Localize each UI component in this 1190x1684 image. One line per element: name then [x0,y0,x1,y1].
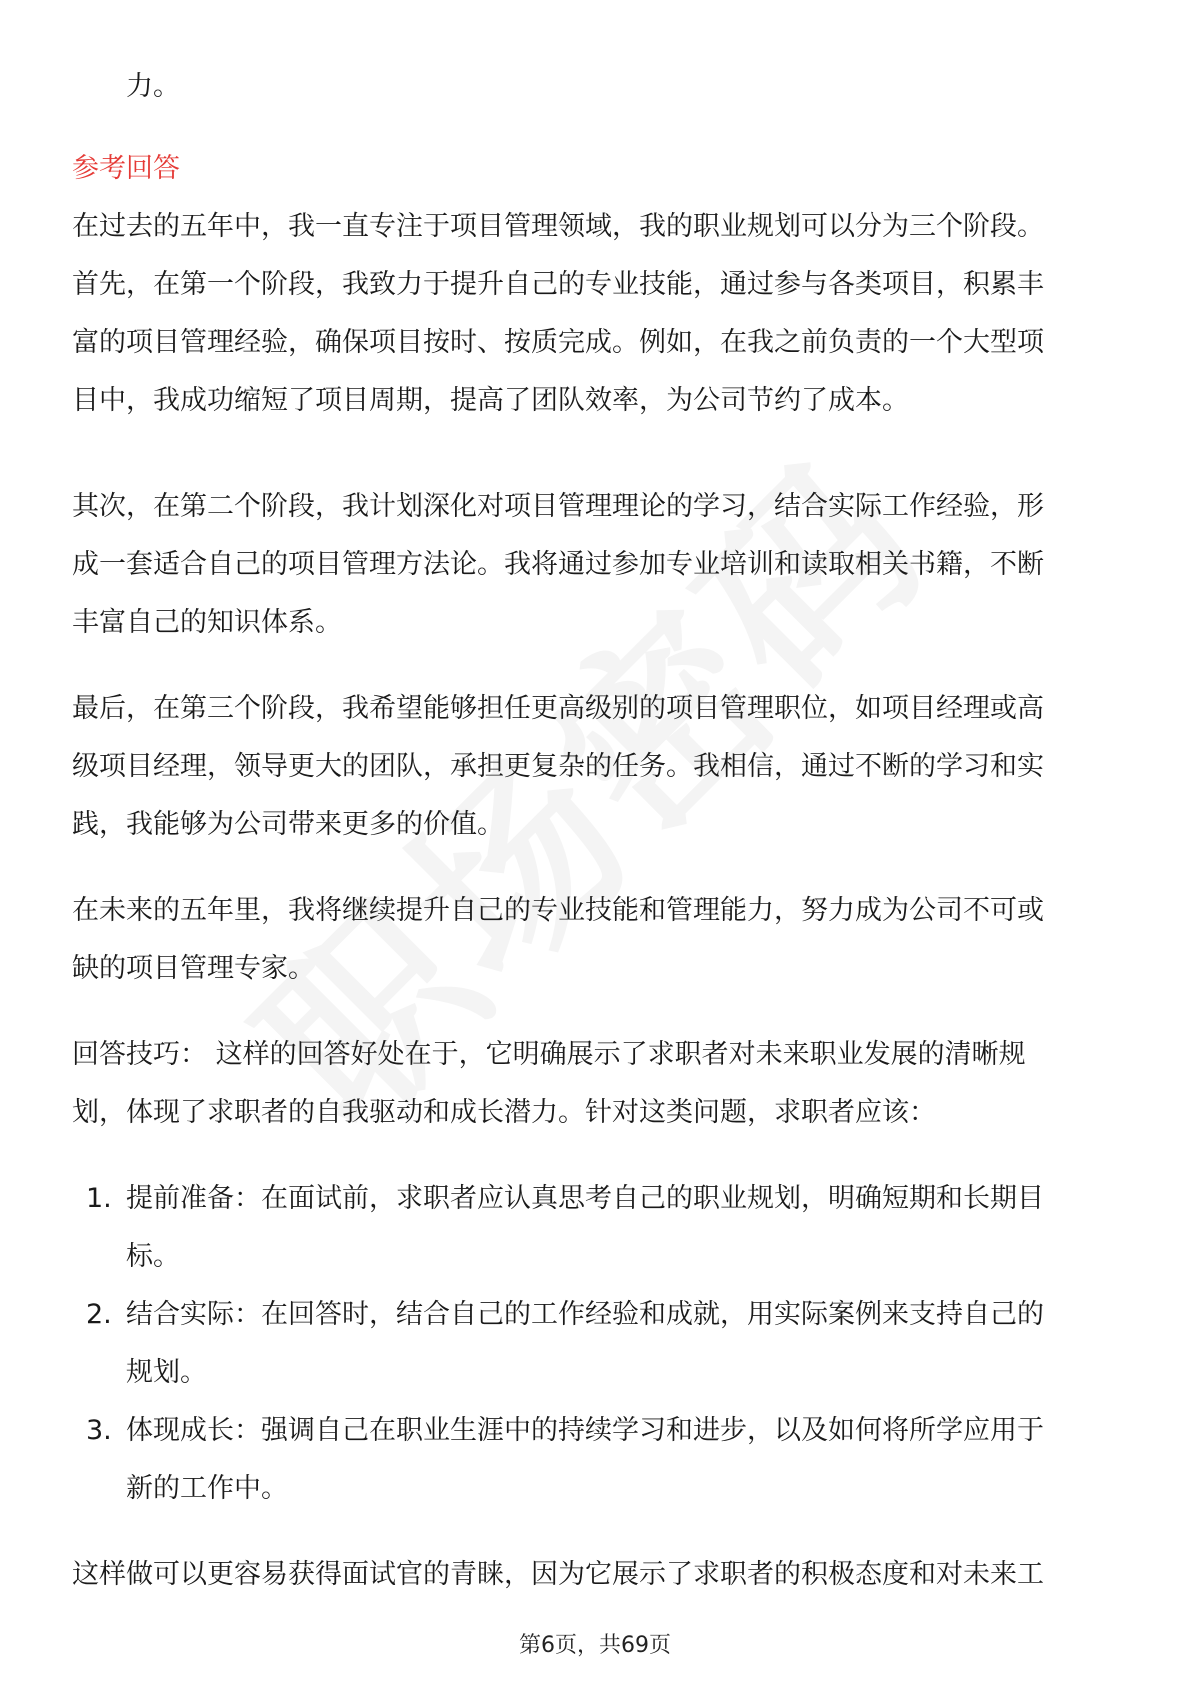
paragraph [72,882,1044,998]
list-line: 规划。 [126,1357,207,1388]
list-text [126,1170,1044,1286]
list-line: 体现成长：强调自己在职业生涯中的持续学习和进步，以及如何将所学应用于 [126,1415,1044,1446]
paragraph-line: 缺的项目管理专家。 [72,953,315,984]
paragraph-line: 践，我能够为公司带来更多的价值。 [72,809,504,840]
list-line: 新的工作中。 [126,1473,288,1504]
page-number: 第6页，共69页 [519,1633,671,1658]
paragraph [72,680,1044,854]
paragraph-line: 级项目经理，领导更大的团队，承担更复杂的任务。我相信，通过不断的学习和实 [72,751,1044,782]
paragraph-line: 在未来的五年里，我将继续提升自己的专业技能和管理能力，努力成为公司不可或 [72,895,1044,926]
closing-paragraph [72,1546,1044,1604]
section-heading: 参考回答 [72,153,180,184]
list-number: 2. [86,1299,112,1330]
list-line: 标。 [126,1241,180,1272]
paragraph-line: 丰富自己的知识体系。 [72,607,342,638]
paragraph-line: 划，体现了求职者的自我驱动和成长潜力。针对这类问题，求职者应该： [72,1097,936,1128]
paragraph-line: 富的项目管理经验，确保项目按时、按质完成。例如，在我之前负责的一个大型项 [72,327,1044,358]
paragraph-line: 在过去的五年中，我一直专注于项目管理领域，我的职业规划可以分为三个阶段。 [72,211,1044,242]
list-line: 结合实际：在回答时，结合自己的工作经验和成就，用实际案例来支持自己的 [126,1299,1044,1330]
paragraph-line: 其次，在第二个阶段，我计划深化对项目管理理论的学习，结合实际工作经验，形 [72,491,1044,522]
tips-intro [72,1026,1026,1142]
paragraph [72,198,1044,430]
paragraph-line: 这样做可以更容易获得面试官的青睐，因为它展示了求职者的积极态度和对未来工 [72,1559,1044,1590]
paragraph-line: 首先，在第一个阶段，我致力于提升自己的专业技能，通过参与各类项目，积累丰 [72,269,1044,300]
list-line: 提前准备：在面试前，求职者应认真思考自己的职业规划，明确短期和长期目 [126,1183,1044,1214]
paragraph [72,478,1044,652]
paragraph-line: 最后，在第三个阶段，我希望能够担任更高级别的项目管理职位，如项目经理或高 [72,693,1044,724]
paragraph-line: 成一套适合自己的项目管理方法论。我将通过参加专业培训和读取相关书籍，不断 [72,549,1044,580]
continuation-text: 力。 [126,71,180,102]
list-number: 3. [86,1415,112,1446]
list-text [126,1286,1044,1402]
paragraph-line: 回答技巧： 这样的回答好处在于，它明确展示了求职者对未来职业发展的清晰规 [72,1039,1026,1070]
paragraph-line: 目中，我成功缩短了项目周期，提高了团队效率，为公司节约了成本。 [72,385,909,416]
list-number: 1. [86,1183,112,1214]
list-text [126,1402,1044,1518]
